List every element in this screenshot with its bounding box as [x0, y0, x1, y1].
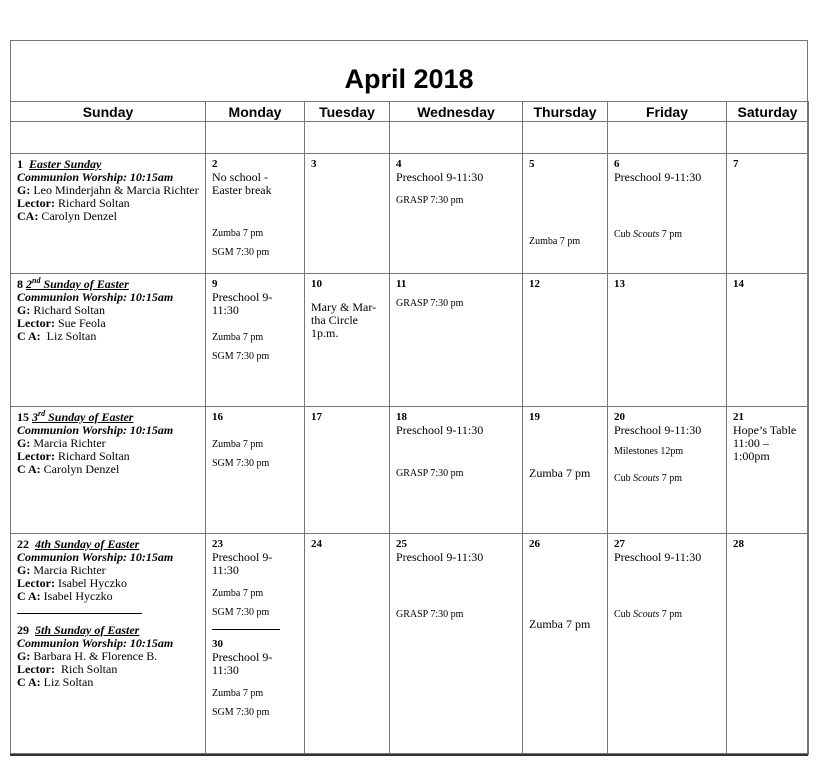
event-title: 3rd Sunday of Easter — [32, 409, 134, 424]
weekday-header-row — [11, 102, 809, 122]
day-cell-9 — [206, 274, 305, 407]
preschool-event: Preschool 9-11:30 — [614, 550, 702, 564]
lector-label: Lector: — [17, 662, 55, 676]
worship-line: Communion Worship: 10:15am — [17, 636, 174, 650]
g-label: G: — [17, 183, 31, 197]
greeters: Leo Minderjahn & Marcia Richter — [33, 183, 199, 197]
empty-cell — [727, 122, 809, 154]
preschool-event: 11:30 — [212, 663, 239, 677]
lector-label: Lector: — [17, 449, 55, 463]
cub-scouts-event: Cub Scouts 7 pm — [614, 229, 683, 240]
event-line: Easter break — [212, 183, 272, 197]
zumba-event: Zumba 7 pm — [529, 617, 591, 631]
zumba-event: Zumba 7 pm — [212, 688, 264, 699]
day-number: 27 — [614, 538, 625, 550]
empty-cell — [523, 122, 608, 154]
event-line: tha Circle — [311, 313, 358, 327]
weekday-sunday: Sunday — [11, 102, 206, 122]
weekday-friday: Friday — [608, 102, 727, 122]
ca-label: C A: — [17, 329, 41, 343]
day-number: 8 — [17, 277, 23, 291]
calendar-grid — [10, 101, 809, 755]
cub-scouts-event: Cub Scouts 7 pm — [614, 473, 683, 484]
preschool-event: Preschool 9-11:30 — [396, 170, 484, 184]
ca-label: C A: — [17, 675, 41, 689]
weekday-tuesday: Tuesday — [305, 102, 390, 122]
ca-label: CA: — [17, 209, 39, 223]
sgm-event: SGM 7:30 pm — [212, 351, 270, 362]
day-cell-13 — [608, 274, 727, 407]
g-label: G: — [17, 649, 31, 663]
day-number: 18 — [396, 411, 407, 423]
day-number: 9 — [212, 278, 218, 290]
day-number: 12 — [529, 278, 540, 290]
event-title: 2nd Sunday of Easter — [26, 276, 129, 291]
day-cell-21 — [727, 407, 809, 534]
grasp-event: GRASP 7:30 pm — [396, 468, 464, 479]
week-row-3 — [11, 407, 809, 534]
lector-label: Lector: — [17, 196, 55, 210]
preschool-event: Preschool 9- — [212, 650, 273, 664]
weekday-monday: Monday — [206, 102, 305, 122]
day-cell-28 — [727, 534, 809, 755]
day-cell-16 — [206, 407, 305, 534]
week-row-2 — [11, 274, 809, 407]
preschool-event: Preschool 9- — [212, 290, 273, 304]
event-line: 1:00pm — [733, 449, 770, 463]
empty-cell — [305, 122, 390, 154]
day-number: 1 — [17, 157, 23, 171]
preschool-event: Preschool 9-11:30 — [614, 170, 702, 184]
divider — [212, 629, 280, 630]
day-number: 7 — [733, 158, 739, 170]
day-cell-20 — [608, 407, 727, 534]
ca-label: C A: — [17, 589, 41, 603]
lector: Isabel Hyczko — [57, 576, 127, 590]
zumba-event: Zumba 7 pm — [212, 439, 264, 450]
day-cell-1 — [11, 154, 206, 274]
lector-label: Lector: — [17, 316, 55, 330]
preschool-event: Preschool 9-11:30 — [396, 423, 484, 437]
ca-label: C A: — [17, 462, 41, 476]
g-label: G: — [17, 436, 31, 450]
day-number: 30 — [212, 638, 223, 650]
day-cell-4 — [390, 154, 523, 274]
weekday-thursday: Thursday — [523, 102, 608, 122]
day-number: 22 — [17, 537, 29, 551]
day-cell-14 — [727, 274, 809, 407]
greeters: Richard Soltan — [33, 303, 105, 317]
day-cell-25 — [390, 534, 523, 755]
event-title: 5th Sunday of Easter — [35, 623, 140, 637]
bottom-rule — [10, 754, 808, 756]
day-number: 21 — [733, 411, 744, 423]
ca: Liz Soltan — [43, 675, 94, 689]
day-cell-5 — [523, 154, 608, 274]
greeters: Barbara H. & Florence B. — [33, 649, 158, 663]
day-cell-7 — [727, 154, 809, 274]
day-number: 14 — [733, 278, 744, 290]
event-title: 4th Sunday of Easter — [35, 537, 140, 551]
event-title: Easter Sunday — [29, 157, 102, 171]
week-row-1 — [11, 154, 809, 274]
sgm-event: SGM 7:30 pm — [212, 247, 270, 258]
empty-week-row — [11, 122, 809, 154]
preschool-event: 11:30 — [212, 563, 239, 577]
day-number: 11 — [396, 278, 407, 290]
preschool-event: Preschool 9-11:30 — [396, 550, 484, 564]
zumba-event: Zumba 7 pm — [212, 588, 264, 599]
day-number: 17 — [311, 411, 322, 423]
day-number: 16 — [212, 411, 223, 423]
day-cell-24 — [305, 534, 390, 755]
day-number: 20 — [614, 411, 625, 423]
day-number: 25 — [396, 538, 407, 550]
worship-line: Communion Worship: 10:15am — [17, 423, 174, 437]
event-line: No school - — [212, 170, 268, 184]
event-line: Mary & Mar- — [311, 300, 377, 314]
event-line: 11:00 – — [733, 436, 769, 450]
grasp-event: GRASP 7:30 pm — [396, 298, 464, 309]
day-cell-17 — [305, 407, 390, 534]
day-number: 28 — [733, 538, 744, 550]
day-cell-8 — [11, 274, 206, 407]
worship-line: Communion Worship: 10:15am — [17, 290, 174, 304]
day-number: 15 — [17, 410, 29, 424]
ca: Carolyn Denzel — [43, 462, 120, 476]
day-cell-22 — [11, 534, 206, 755]
day-number: 29 — [17, 623, 29, 637]
event-line: 1p.m. — [311, 326, 339, 340]
lector: Richard Soltan — [57, 196, 130, 210]
greeters: Marcia Richter — [33, 563, 106, 577]
day-number: 23 — [212, 538, 223, 550]
day-cell-11 — [390, 274, 523, 407]
greeters: Marcia Richter — [33, 436, 106, 450]
day-cell-3 — [305, 154, 390, 274]
ca: Isabel Hyczko — [43, 589, 113, 603]
empty-cell — [390, 122, 523, 154]
preschool-event: 11:30 — [212, 303, 239, 317]
day-cell-12 — [523, 274, 608, 407]
lector: Rich Soltan — [60, 662, 118, 676]
day-cell-19 — [523, 407, 608, 534]
week-row-4 — [11, 534, 809, 755]
day-cell-10 — [305, 274, 390, 407]
day-number: 2 — [212, 158, 218, 170]
empty-cell — [11, 122, 206, 154]
zumba-event: Zumba 7 pm — [212, 332, 264, 343]
day-cell-2 — [206, 154, 305, 274]
day-number: 5 — [529, 158, 535, 170]
day-cell-15 — [11, 407, 206, 534]
cub-scouts-event: Cub Scouts 7 pm — [614, 609, 683, 620]
weekday-saturday: Saturday — [727, 102, 809, 122]
lector: Sue Feola — [57, 316, 106, 330]
lector-label: Lector: — [17, 576, 55, 590]
day-number: 13 — [614, 278, 625, 290]
day-number: 24 — [311, 538, 322, 550]
grasp-event: GRASP 7:30 pm — [396, 195, 464, 206]
ca: Liz Soltan — [46, 329, 97, 343]
sgm-event: SGM 7:30 pm — [212, 458, 270, 469]
g-label: G: — [17, 303, 31, 317]
preschool-event: Preschool 9- — [212, 550, 273, 564]
zumba-event: Zumba 7 pm — [529, 466, 591, 480]
zumba-event: Zumba 7 pm — [212, 228, 264, 239]
day-number: 10 — [311, 278, 322, 290]
g-label: G: — [17, 563, 31, 577]
grasp-event: GRASP 7:30 pm — [396, 609, 464, 620]
sgm-event: SGM 7:30 pm — [212, 707, 270, 718]
preschool-event: Preschool 9-11:30 — [614, 423, 702, 437]
day-cell-18 — [390, 407, 523, 534]
weekday-wednesday: Wednesday — [390, 102, 523, 122]
day-number: 3 — [311, 158, 317, 170]
day-number: 26 — [529, 538, 540, 550]
worship-line: Communion Worship: 10:15am — [17, 550, 174, 564]
worship-line: Communion Worship: 10:15am — [17, 170, 174, 184]
day-cell-23 — [206, 534, 305, 755]
day-cell-27 — [608, 534, 727, 755]
day-number: 6 — [614, 158, 620, 170]
zumba-event: Zumba 7 pm — [529, 236, 581, 247]
day-cell-6 — [608, 154, 727, 274]
lector: Richard Soltan — [57, 449, 130, 463]
sgm-event: SGM 7:30 pm — [212, 607, 270, 618]
empty-cell — [206, 122, 305, 154]
ca: Carolyn Denzel — [41, 209, 117, 223]
day-number: 19 — [529, 411, 540, 423]
day-number: 4 — [396, 158, 402, 170]
empty-cell — [608, 122, 727, 154]
calendar-title: April 2018 — [344, 64, 474, 94]
milestones-event: Milestones 12pm — [614, 446, 684, 457]
divider — [17, 613, 142, 614]
day-cell-26 — [523, 534, 608, 755]
event-line: Hope’s Table — [733, 423, 797, 437]
